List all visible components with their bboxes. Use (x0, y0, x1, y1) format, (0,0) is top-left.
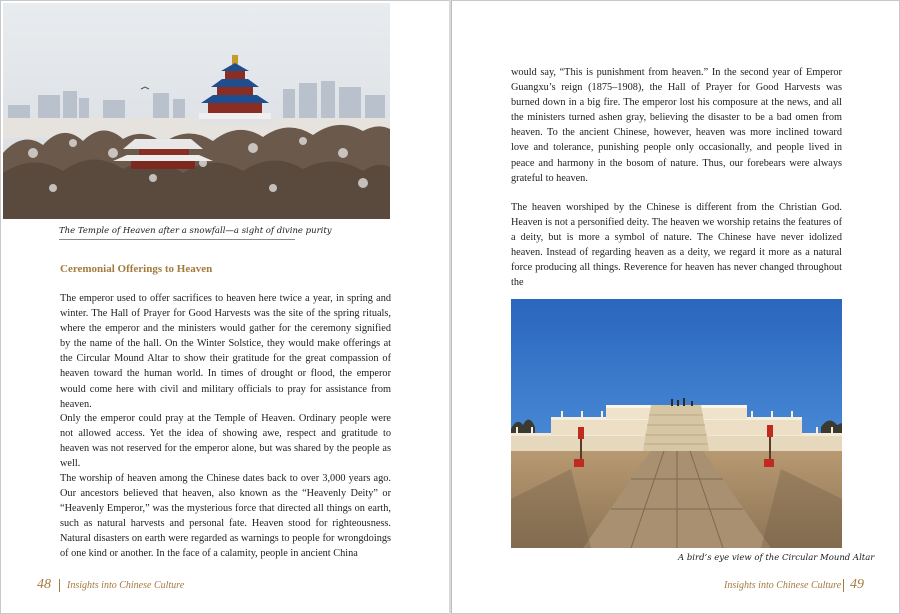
page-number: 48 (37, 577, 51, 592)
folio-separator (843, 579, 844, 592)
caption-rule (59, 239, 295, 240)
right-page (451, 0, 900, 614)
body-paragraph: The emperor used to offer sacrifices to heaven here twice a year, in spring and winter. The Hall of Prayer for Good Harvests was the site of the spring rituals, where the emperor and the ministers would gather for the ceremony signified by the name of the hall. On the Winter Solstice, they would make offerings at the Circular Mound Altar to show their gratitude for the great compassion of heaven toward the human world. In times of drought or flood, the emperor would come here with civil and military officials to pray for assistance from heaven. (60, 293, 391, 410)
photo-caption: The Temple of Heaven after a snowfall—a sight of divine purity (59, 226, 332, 236)
section-heading: Ceremonial Offerings to Heaven (60, 263, 213, 275)
body-paragraph: The worship of heaven among the Chinese dates back to over 3,000 years ago. Our ancestors believed that heaven, also known as the “Heavenly Deity” or “Heavenly Emperor,” was the mysterious force that directed all things on earth, such as natural harvests and personal fate. Heaven stood for righteousness. Natural disasters on earth were regarded as warnings to people for wrongdoings of one kind or another. In the face of a calamity, people in ancient China (60, 473, 391, 560)
body-paragraph: The heaven worshiped by the Chinese is different from the Christian God. Heaven is not a personified deity. The heaven we worship retains the features of a deity, but is more a symbol of nature. The Chinese have never idolized heaven. Instead of regarding heaven as a deity, we regard it more as a natural force producing all things. Reverence for heaven has never changed throughout the (511, 202, 842, 289)
running-title: Insights into Chinese Culture (67, 580, 185, 591)
body-paragraph: would say, “This is punishment from heaven.” In the second year of Emperor Guangxu’s reign (1875–1908), the Hall of Prayer for Good Harvests was burned down in a big fire. The emperor lost his composure at the news, and all the ministers turned ashen gray, believing the disaster to be a bad omen from heaven. To the ancient Chinese, however, heaven was more inclined toward love and tolerance, punishing people only occasionally, and people lived in peace and harmony in the bosom of nature. Thus, our forebears were always grateful to heaven. (511, 67, 842, 184)
photo-caption: A bird’s eye view of the Circular Mound Altar (678, 553, 875, 563)
running-title: Insights into Chinese Culture (724, 580, 842, 591)
body-paragraph: Only the emperor could pray at the Temple of Heaven. Ordinary people were not allowed access. Yet the idea of showing awe, respect and gratitude to heaven was not reserved for the emperor alone, but was shared by the people as well. (60, 413, 391, 470)
temple-of-heaven-snow-photo (3, 3, 390, 219)
circular-mound-altar-photo (511, 299, 842, 548)
page-number: 49 (850, 577, 864, 592)
left-page (0, 0, 449, 614)
folio-separator (59, 579, 60, 592)
